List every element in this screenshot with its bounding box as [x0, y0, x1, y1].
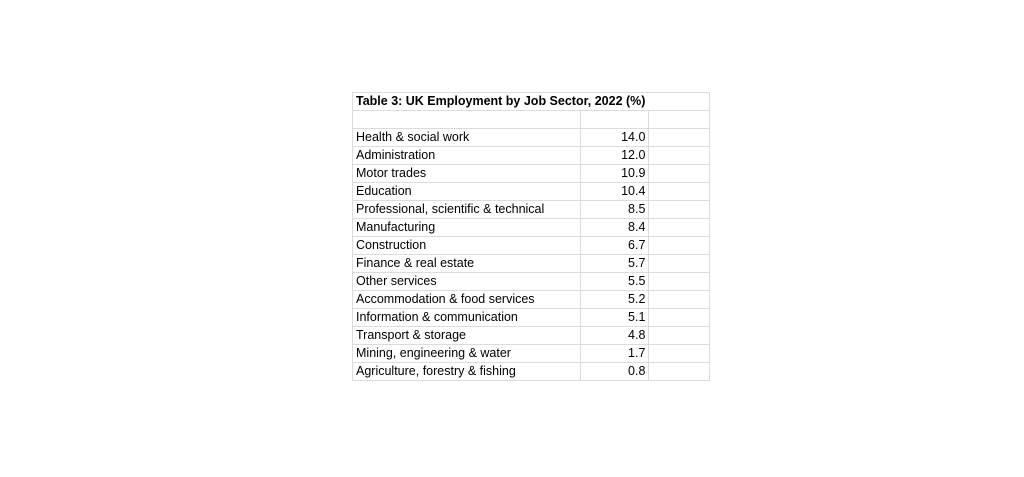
value-cell[interactable]: 6.7 — [581, 237, 649, 255]
sector-cell[interactable]: Construction — [353, 237, 581, 255]
table-title[interactable]: Table 3: UK Employment by Job Sector, 2022 (%) — [353, 93, 649, 111]
empty-cell[interactable] — [649, 219, 710, 237]
sector-cell[interactable]: Mining, engineering & water — [353, 345, 581, 363]
empty-cell[interactable] — [649, 345, 710, 363]
table-row — [353, 327, 710, 345]
empty-cell[interactable] — [649, 147, 710, 165]
empty-cell[interactable] — [649, 183, 710, 201]
value-cell[interactable]: 4.8 — [581, 327, 649, 345]
empty-cell[interactable] — [649, 111, 710, 129]
table-body — [353, 93, 710, 381]
sector-cell[interactable]: Health & social work — [353, 129, 581, 147]
table-row — [353, 219, 710, 237]
table-row — [353, 345, 710, 363]
sector-cell[interactable]: Transport & storage — [353, 327, 581, 345]
value-cell[interactable]: 0.8 — [581, 363, 649, 381]
empty-cell[interactable] — [649, 255, 710, 273]
sector-cell[interactable]: Education — [353, 183, 581, 201]
empty-cell[interactable] — [649, 93, 710, 111]
employment-table — [352, 92, 710, 381]
blank-row — [353, 111, 710, 129]
table-row — [353, 255, 710, 273]
empty-cell[interactable] — [353, 111, 581, 129]
sector-cell[interactable]: Motor trades — [353, 165, 581, 183]
table-row — [353, 201, 710, 219]
value-cell[interactable]: 5.5 — [581, 273, 649, 291]
value-cell[interactable]: 8.5 — [581, 201, 649, 219]
table-row — [353, 183, 710, 201]
sector-cell[interactable]: Other services — [353, 273, 581, 291]
table-row — [353, 291, 710, 309]
sector-cell[interactable]: Professional, scientific & technical — [353, 201, 581, 219]
empty-cell[interactable] — [649, 273, 710, 291]
value-cell[interactable]: 8.4 — [581, 219, 649, 237]
empty-cell[interactable] — [649, 327, 710, 345]
sector-cell[interactable]: Agriculture, forestry & fishing — [353, 363, 581, 381]
value-cell[interactable]: 5.7 — [581, 255, 649, 273]
value-cell[interactable]: 14.0 — [581, 129, 649, 147]
empty-cell[interactable] — [649, 165, 710, 183]
table-row — [353, 273, 710, 291]
sector-cell[interactable]: Finance & real estate — [353, 255, 581, 273]
value-cell[interactable]: 10.9 — [581, 165, 649, 183]
value-cell[interactable]: 5.2 — [581, 291, 649, 309]
empty-cell[interactable] — [649, 291, 710, 309]
table-row — [353, 309, 710, 327]
value-cell[interactable]: 5.1 — [581, 309, 649, 327]
empty-cell[interactable] — [649, 129, 710, 147]
empty-cell[interactable] — [581, 111, 649, 129]
value-cell[interactable]: 12.0 — [581, 147, 649, 165]
value-cell[interactable]: 10.4 — [581, 183, 649, 201]
empty-cell[interactable] — [649, 201, 710, 219]
empty-cell[interactable] — [649, 363, 710, 381]
title-row — [353, 93, 710, 111]
table-row — [353, 363, 710, 381]
sector-cell[interactable]: Manufacturing — [353, 219, 581, 237]
empty-cell[interactable] — [649, 237, 710, 255]
table-row — [353, 165, 710, 183]
empty-cell[interactable] — [649, 309, 710, 327]
table-row — [353, 147, 710, 165]
table-row — [353, 237, 710, 255]
sector-cell[interactable]: Accommodation & food services — [353, 291, 581, 309]
value-cell[interactable]: 1.7 — [581, 345, 649, 363]
sector-cell[interactable]: Administration — [353, 147, 581, 165]
sector-cell[interactable]: Information & communication — [353, 309, 581, 327]
table-row — [353, 129, 710, 147]
